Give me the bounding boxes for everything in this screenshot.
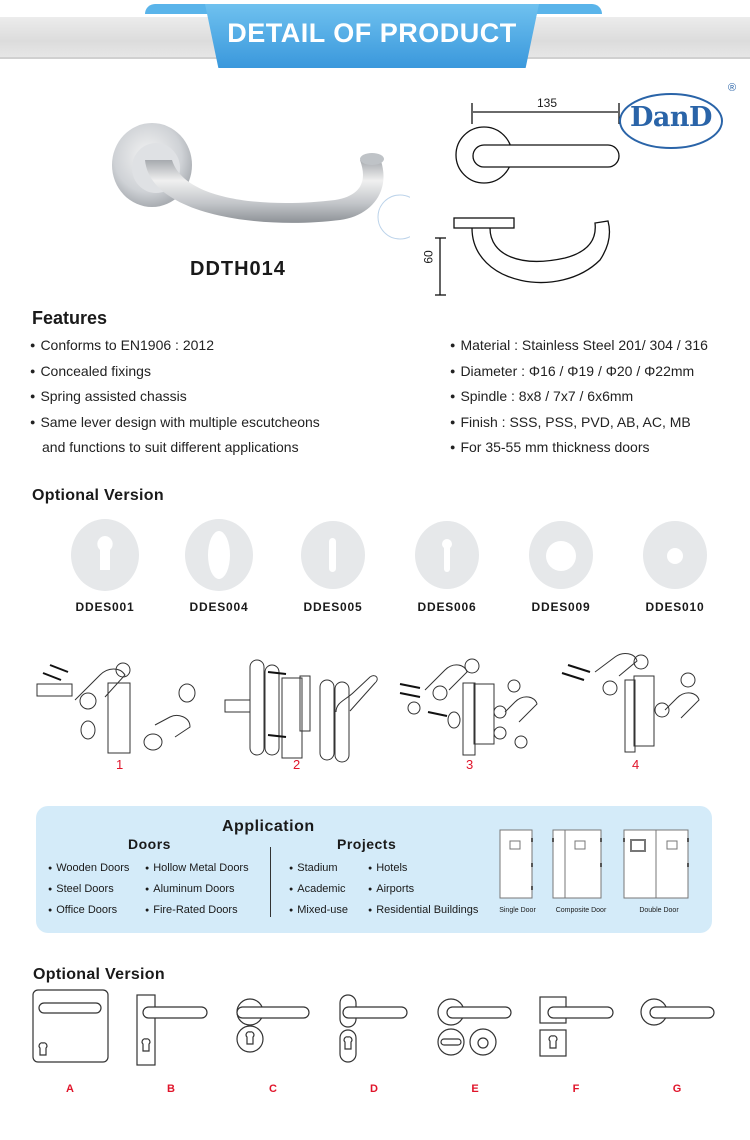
escutcheon-ddes009 xyxy=(516,518,606,614)
ribbon-fold-right xyxy=(532,4,602,14)
lever-handle-photo xyxy=(110,120,410,250)
project-item: ● Airports xyxy=(368,879,478,900)
brand-logo-text: DanD xyxy=(630,102,712,133)
diagram-number-3: 3 xyxy=(466,757,474,772)
exploded-diagram-1 xyxy=(37,663,195,753)
dimension-height: 60 xyxy=(421,250,436,264)
door-type-item: ● Hollow Metal Doors xyxy=(145,858,249,879)
application-title: Application xyxy=(222,818,315,835)
registered-mark: ® xyxy=(728,82,737,94)
exploded-diagram-3 xyxy=(400,659,537,755)
escutcheon-code: DDES004 xyxy=(189,600,249,614)
spec-item: ● Finish : SSS, PSS, PVD, AB, AC, MB xyxy=(450,410,708,436)
projects-list-col2 xyxy=(368,858,478,921)
escutcheon-code: DDES006 xyxy=(417,600,477,614)
spec-item: ● For 35-55 mm thickness doors xyxy=(450,435,708,461)
feature-item-continuation: and functions to suit different applications xyxy=(42,439,299,455)
features-title: Features xyxy=(32,308,108,328)
handle-label-f: F xyxy=(572,1083,580,1095)
doors-list-col1 xyxy=(48,858,129,921)
door-type-item: ● Aluminum Doors xyxy=(145,879,249,900)
door-type-illustrations xyxy=(495,828,695,904)
handle-label-c: C xyxy=(269,1083,277,1095)
escutcheon-ddes006 xyxy=(402,518,492,614)
features-list-left xyxy=(30,333,320,461)
small-round-escutcheon-icon xyxy=(640,518,710,592)
euro-profile-escutcheon-icon xyxy=(70,518,140,592)
feature-item: ● Same lever design with multiple escutcheons xyxy=(30,410,320,436)
slot-escutcheon-icon xyxy=(298,518,368,592)
feature-item: ● Concealed fixings xyxy=(30,359,320,385)
escutcheon-ddes004 xyxy=(174,518,264,614)
door-caption-composite: Composite Door xyxy=(555,907,607,914)
spec-item: ● Material : Stainless Steel 201/ 304 / 316 xyxy=(450,333,708,359)
exploded-diagram-4 xyxy=(562,654,699,752)
project-item: ● Residential Buildings xyxy=(368,900,478,921)
door-type-item: ● Fire-Rated Doors xyxy=(145,900,249,921)
feature-item: ● Conforms to EN1906 : 2012 xyxy=(30,333,320,359)
handle-label-d: D xyxy=(370,1083,378,1095)
escutcheon-ddes005 xyxy=(288,518,378,614)
door-caption-single: Single Door xyxy=(499,907,536,914)
escutcheon-code: DDES010 xyxy=(645,600,705,614)
keyhole-escutcheon-icon xyxy=(412,518,482,592)
dimension-drawing xyxy=(420,90,650,300)
oval-escutcheon-icon xyxy=(184,518,254,592)
door-type-item: ● Wooden Doors xyxy=(48,858,129,879)
ribbon-fold-left xyxy=(145,4,215,14)
feature-item: ● Spring assisted chassis xyxy=(30,384,320,410)
doors-title: Doors xyxy=(128,836,171,852)
installation-diagrams xyxy=(20,645,730,775)
escutcheon-row xyxy=(60,518,720,614)
doors-list-col2 xyxy=(145,858,249,921)
project-item: ● Academic xyxy=(289,879,348,900)
projects-list-col1 xyxy=(289,858,348,921)
projects-title: Projects xyxy=(337,836,397,852)
door-type-item: ● Office Doors xyxy=(48,900,129,921)
features-list-right xyxy=(450,333,708,461)
optional-version-handles-title: Optional Version xyxy=(33,966,165,983)
diagram-number-2: 2 xyxy=(293,757,301,772)
door-caption-double: Double Door xyxy=(639,907,679,914)
door-type-item: ● Steel Doors xyxy=(48,879,129,900)
project-item: ● Mixed-use xyxy=(289,900,348,921)
handle-label-a: A xyxy=(66,1083,74,1095)
diagram-number-1: 1 xyxy=(116,757,124,772)
escutcheon-ddes010 xyxy=(630,518,720,614)
spec-item: ● Spindle : 8x8 / 7x7 / 6x6mm xyxy=(450,384,708,410)
optional-version-title: Optional Version xyxy=(32,487,164,504)
handle-variants xyxy=(0,988,750,1118)
project-item: ● Stadium xyxy=(289,858,348,879)
escutcheon-code: DDES001 xyxy=(75,600,135,614)
product-code: DDTH014 xyxy=(190,258,286,280)
exploded-diagram-2 xyxy=(225,660,377,762)
application-divider xyxy=(270,847,271,917)
handle-label-g: G xyxy=(672,1083,682,1095)
escutcheon-code: DDES005 xyxy=(303,600,363,614)
spec-item: ● Diameter : Φ16 / Φ19 / Φ20 / Φ22mm xyxy=(450,359,708,385)
escutcheon-code: DDES009 xyxy=(531,600,591,614)
project-item: ● Hotels xyxy=(368,858,478,879)
diagram-number-4: 4 xyxy=(632,757,640,772)
dimension-width: 135 xyxy=(537,96,558,110)
handle-label-b: B xyxy=(167,1083,175,1095)
large-round-escutcheon-icon xyxy=(526,518,596,592)
handle-label-e: E xyxy=(471,1083,479,1095)
banner-title: DETAIL OF PRODUCT xyxy=(227,18,517,48)
escutcheon-ddes001 xyxy=(60,518,150,614)
